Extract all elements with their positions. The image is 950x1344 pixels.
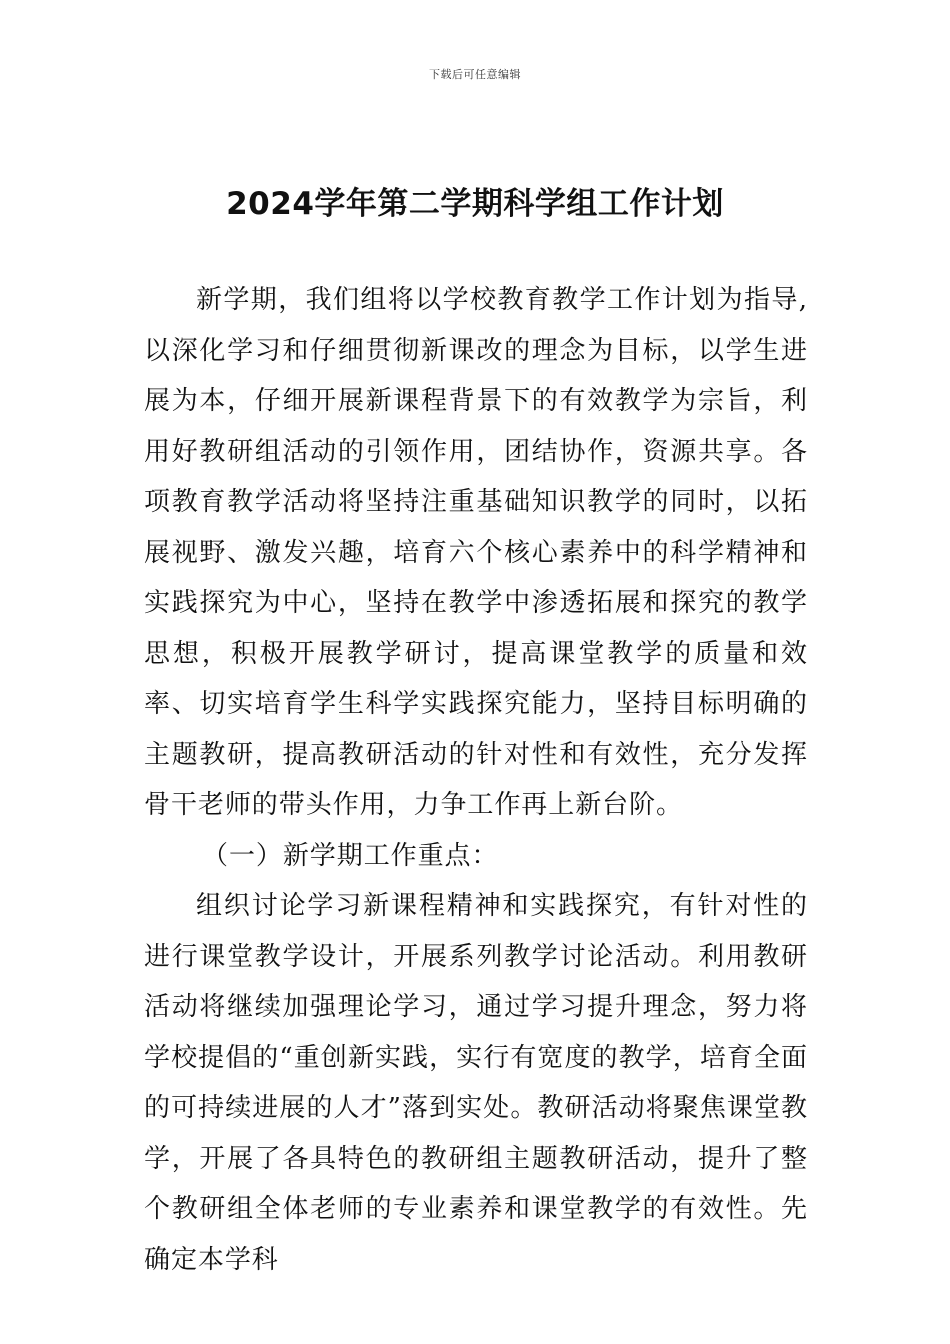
intro-paragraph: 新学期，我们组将以学校教育教学工作计划为指导,以深化学习和仔细贯彻新课改的理念为目标，以学生进展为本，仔细开展新课程背景下的有效教学为宗旨，利用好教研组活动的引领作用，团结协作，资源共享。各项教育教学活动将坚持注重基础知识教学的同时，以拓展视野、激发兴趣，培育六个核心素养中的科学精神和实践探究为中心，坚持在教学中渗透拓展和探究的教学思想，积极开展教学研讨，提高课堂教学的质量和效率、切实培育学生科学实践探究能力，坚持目标明确的主题教研，提高教研活动的针对性和有效性，充分发挥骨干老师的带头作用，力争工作再上新台阶。	[144, 285, 808, 820]
section-heading: （一）新学期工作重点：	[202, 840, 499, 871]
document-title: 2024学年第二学期科学组工作计划	[226, 186, 724, 222]
document-body	[144, 275, 808, 1285]
section-paragraph: 组织讨论学习新课程精神和实践探究，有针对性的进行课堂教学设计，开展系列教学讨论活动。利用教研活动将继续加强理论学习，通过学习提升理念，努力将学校提倡的“重创新实践，实行有宽度的教学，培育全面的可持续进展的人才”落到实处。教研活动将聚焦课堂教学，开展了各具特色的教研组主题教研活动，提升了整个教研组全体老师的专业素养和课堂教学的有效性。先确定本学科	[144, 891, 808, 1275]
header-note: 下载后可任意编辑	[429, 68, 521, 81]
